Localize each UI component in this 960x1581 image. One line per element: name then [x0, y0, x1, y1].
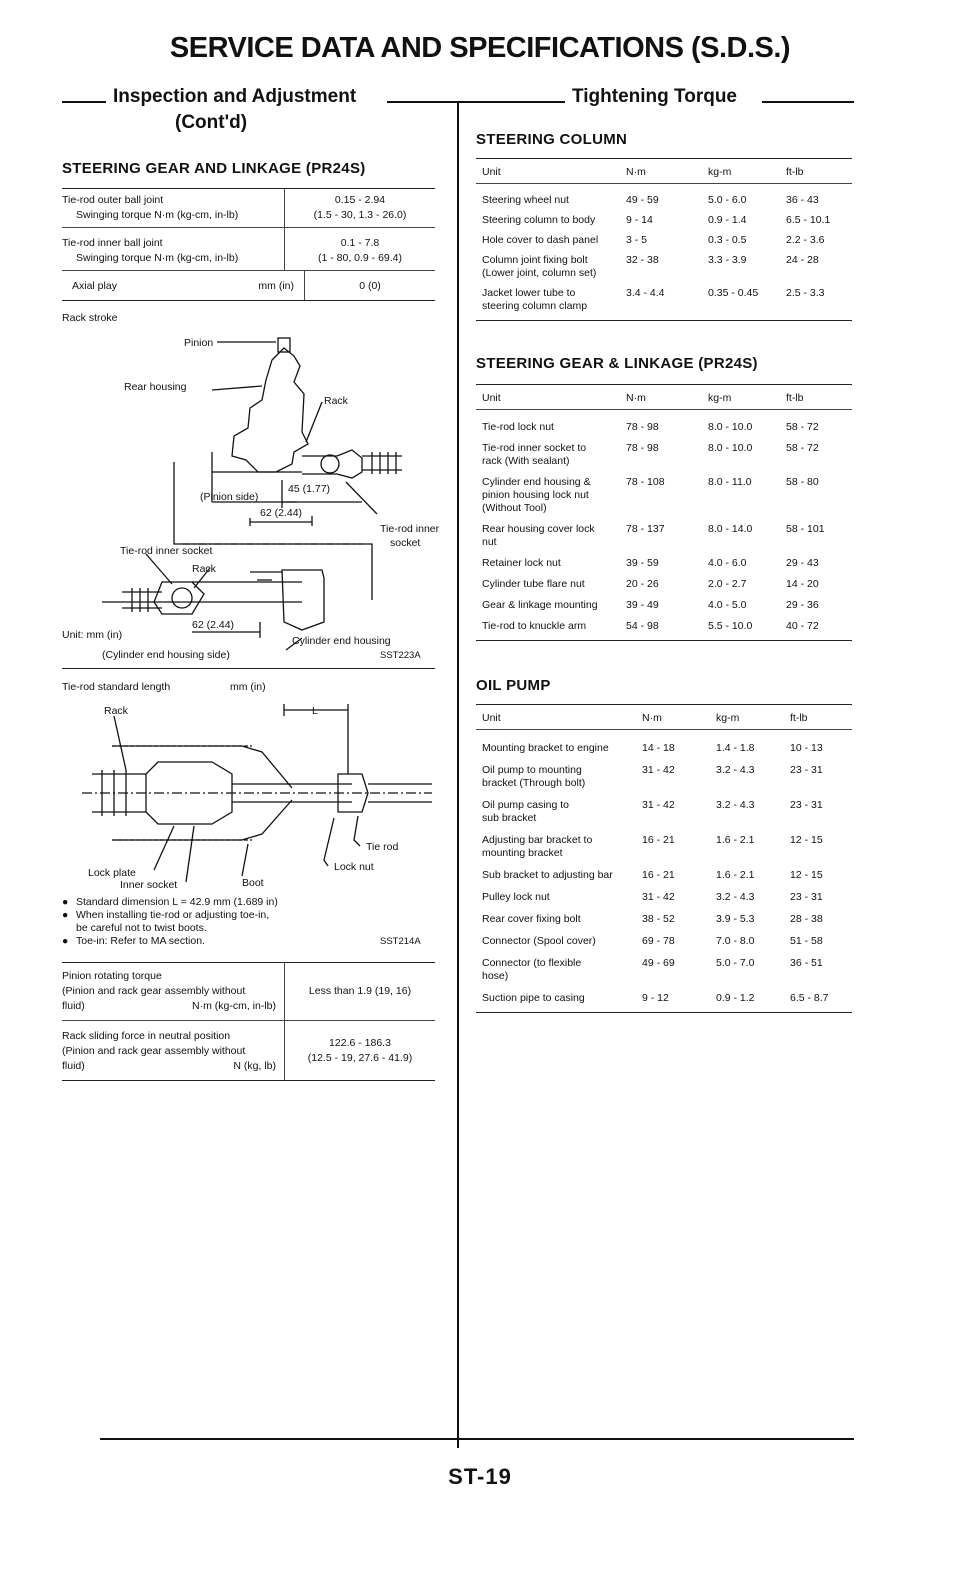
row-ftlb: 23 - 31: [790, 891, 823, 903]
right-heading-rule: [762, 101, 854, 103]
row-nm: 39 - 49: [626, 599, 659, 611]
table-row: [476, 594, 852, 615]
row-item-cell: [482, 578, 626, 591]
label-tie-rod-inner-socket: Tie-rod inner socket: [120, 545, 213, 557]
row-kgm: 5.0 - 7.0: [716, 957, 755, 969]
row-nm: 16 - 21: [642, 869, 675, 881]
row-ftlb: 23 - 31: [790, 764, 823, 776]
lower-socket: [154, 582, 204, 614]
row-item: Column joint fixing bolt: [482, 254, 588, 266]
row-item: Rear cover fixing bolt: [482, 913, 581, 925]
table-row: [476, 863, 852, 885]
table-body: [476, 730, 852, 1008]
boot-leader: [242, 844, 248, 876]
note-text: be careful not to twist boots.: [76, 922, 207, 934]
spec-value: 0.15 - 2.94: [334, 194, 386, 206]
row-ftlb: 23 - 31: [790, 799, 823, 811]
label-lock-nut: Lock nut: [334, 861, 374, 873]
spec-label: Axial play: [72, 280, 117, 292]
row-item-cont: rack (With sealant): [482, 455, 570, 467]
row-nm: 16 - 21: [642, 834, 675, 846]
spec-row-outer-ball-joint: [62, 189, 435, 228]
label-tie-rod-inner-2: socket: [390, 537, 421, 549]
header-kgm: kg-m: [708, 166, 732, 178]
table-row: [476, 907, 852, 929]
row-item: Cylinder end housing &: [482, 476, 591, 488]
row-nm: 14 - 18: [642, 742, 675, 754]
label-boot: Boot: [242, 877, 264, 889]
spec-unit: N (kg, lb): [233, 1060, 276, 1072]
table-row: [476, 986, 852, 1008]
label-lock-plate: Lock plate: [88, 867, 136, 879]
figure-code: SST223A: [380, 650, 421, 661]
row-item-cell: [482, 957, 642, 983]
row-ftlb: 12 - 15: [790, 834, 823, 846]
row-kgm: 4.0 - 6.0: [708, 557, 747, 569]
lower-thread: [122, 588, 162, 612]
oil-pump-table: [476, 704, 852, 1013]
spec-table-pinion-rack: [62, 962, 435, 1081]
row-nm: 54 - 98: [626, 620, 659, 632]
spec-value: 122.6 - 186.3: [329, 1036, 391, 1049]
row-item-cont: sub bracket: [482, 812, 537, 824]
header-unit: Unit: [482, 712, 501, 724]
table-row: [476, 615, 852, 636]
footer-rule: [100, 1438, 854, 1440]
row-kgm: 3.2 - 4.3: [716, 891, 755, 903]
table-header: [476, 704, 852, 730]
header-ftlb: ft-lb: [786, 166, 804, 178]
row-ftlb: 40 - 72: [786, 620, 819, 632]
table-row: [476, 828, 852, 863]
row-kgm: 2.0 - 2.7: [708, 578, 747, 590]
spec-value: 0 (0): [359, 280, 381, 292]
label-cyl-end-housing: Cylinder end housing: [292, 635, 391, 647]
row-item-cell: [482, 834, 642, 860]
table-row: [476, 230, 852, 250]
row-item-cell: [482, 799, 642, 825]
row-item-cell: [482, 421, 626, 434]
table-row: [476, 518, 852, 552]
spec-table-ball-joint: [62, 188, 435, 301]
row-nm: 78 - 137: [626, 523, 665, 535]
header-ftlb: ft-lb: [790, 712, 808, 724]
row-ftlb: 58 - 80: [786, 476, 819, 488]
row-kgm: 7.0 - 8.0: [716, 935, 755, 947]
table-row: [476, 758, 852, 793]
rack-end-fitting: [302, 450, 362, 478]
row-item-cell: [482, 234, 626, 247]
row-ftlb: 29 - 36: [786, 599, 819, 611]
row-ftlb: 2.2 - 3.6: [786, 234, 825, 246]
figure2-code: SST214A: [380, 936, 421, 947]
row-item-cell: [482, 194, 626, 207]
row-item-cont: mounting bracket: [482, 847, 563, 859]
row-kgm: 8.0 - 10.0: [708, 421, 753, 433]
boot-bottom: [112, 800, 292, 840]
row-nm: 38 - 52: [642, 913, 675, 925]
row-nm: 69 - 78: [642, 935, 675, 947]
row-item-cont: pinion housing lock nut: [482, 489, 589, 501]
row-item-cell: [482, 442, 626, 468]
row-ftlb: 2.5 - 3.3: [786, 287, 825, 299]
page-number: ST-19: [448, 1464, 512, 1489]
spec-unit: N·m (kg-cm, in-lb): [192, 1000, 276, 1012]
row-ftlb: 28 - 38: [790, 913, 823, 925]
row-kgm: 3.3 - 3.9: [708, 254, 747, 266]
header-kgm: kg-m: [716, 712, 740, 724]
left-section-heading-cont: (Cont'd): [175, 112, 248, 133]
tie-rod-length-unit: mm (in): [230, 681, 266, 693]
table-end-rule: [476, 320, 852, 321]
row-nm: 78 - 98: [626, 421, 659, 433]
note-text: Toe-in: Refer to MA section.: [76, 935, 205, 947]
table-body: [476, 184, 852, 316]
table-row: [476, 552, 852, 573]
spec-label: Tie-rod inner ball joint: [62, 237, 163, 249]
tie-rod-standard-length-heading: [62, 681, 362, 693]
ball-joint-left: [321, 455, 339, 473]
steering-gear-table: [476, 384, 852, 641]
row-nm: 3.4 - 4.4: [626, 287, 665, 299]
table-row: [476, 885, 852, 907]
spec-value: 0.1 - 7.8: [340, 237, 380, 249]
steering-column-title: STEERING COLUMN: [476, 131, 628, 148]
row-kgm: 8.0 - 10.0: [708, 442, 753, 454]
row-kgm: 0.3 - 0.5: [708, 234, 747, 246]
note-text: Standard dimension L = 42.9 mm (1.689 in): [76, 896, 278, 908]
row-item: Jacket lower tube to: [482, 287, 576, 299]
row-item-cell: [482, 476, 626, 515]
row-kgm: 0.35 - 0.45: [708, 287, 759, 299]
row-ftlb: 36 - 43: [786, 194, 819, 206]
row-kgm: 5.5 - 10.0: [708, 620, 753, 632]
row-nm: 49 - 69: [642, 957, 675, 969]
row-item-cont: hose): [482, 970, 509, 982]
spec-label: Rack sliding force in neutral position: [62, 1030, 231, 1042]
rack-leader-2: [114, 716, 126, 770]
spec-value-2: (12.5 - 19, 27.6 - 41.9): [307, 1051, 413, 1064]
row-item: Connector (Spool cover): [482, 935, 596, 947]
row-ftlb: 36 - 51: [790, 957, 823, 969]
row-item-cont: steering column clamp: [482, 300, 588, 312]
row-nm: 78 - 98: [626, 442, 659, 454]
row-kgm: 8.0 - 11.0: [708, 476, 752, 488]
table-end-rule: [476, 640, 852, 641]
row-item-cell: [482, 214, 626, 227]
table-row: [476, 573, 852, 594]
row-item: Sub bracket to adjusting bar: [482, 869, 613, 881]
row-item-cell: [482, 599, 626, 612]
row-kgm: 1.6 - 2.1: [716, 834, 755, 846]
spec-unit: mm (in): [258, 280, 294, 292]
rack-end-thread: [362, 452, 402, 474]
row-kgm: 3.9 - 5.3: [716, 913, 755, 925]
lower-right-ext: [250, 572, 282, 580]
row-item: Rear housing cover lock: [482, 523, 595, 535]
boot-top: [112, 746, 292, 788]
row-kgm: 5.0 - 6.0: [708, 194, 747, 206]
tie-rod-notes: [62, 896, 442, 948]
row-ftlb: 24 - 28: [786, 254, 819, 266]
row-item-cont: (Without Tool): [482, 502, 547, 514]
row-item: Pulley lock nut: [482, 891, 550, 903]
row-item-cell: [482, 913, 642, 926]
row-item: Tie-rod to knuckle arm: [482, 620, 587, 632]
tie-rod-inner-leader: [346, 482, 377, 514]
row-item-cell: [482, 254, 626, 280]
row-item: Cylinder tube flare nut: [482, 578, 585, 590]
header-unit: Unit: [482, 392, 501, 404]
table-row: [476, 437, 852, 471]
table-row: [476, 951, 852, 986]
row-ftlb: 14 - 20: [786, 578, 819, 590]
label-unit: Unit: mm (in): [62, 629, 123, 641]
note-item: ● When installing tie-rod or adjusting toe-in,: [62, 909, 270, 921]
table-header: [476, 384, 852, 410]
row-ftlb: 58 - 101: [786, 523, 825, 535]
table-row: [476, 283, 852, 316]
row-item: Oil pump casing to: [482, 799, 569, 811]
steering-gear-title: STEERING GEAR & LINKAGE (PR24S): [476, 355, 758, 372]
label-tie-rod: Tie rod: [366, 841, 399, 853]
row-item: Hole cover to dash panel: [482, 234, 599, 246]
socket-leader: [146, 554, 172, 584]
row-nm: 32 - 38: [626, 254, 659, 266]
left-bracket-box: [174, 462, 372, 600]
row-ftlb: 10 - 13: [790, 742, 823, 754]
row-item: Steering column to body: [482, 214, 596, 226]
row-item-cont: bracket (Through bolt): [482, 777, 586, 789]
row-item-cont: (Lower joint, column set): [482, 267, 597, 279]
row-item: Mounting bracket to engine: [482, 742, 609, 754]
label-dim-62a: 62 (2.44): [260, 507, 303, 519]
spec-row-inner-ball-joint: [62, 228, 435, 271]
label-tie-rod-inner-1: Tie-rod inner: [380, 523, 440, 535]
row-item-cell: [482, 742, 642, 755]
table-row: [476, 929, 852, 951]
row-item-cell: [482, 764, 642, 790]
row-kgm: 3.2 - 4.3: [716, 764, 755, 776]
row-item-cell: [482, 620, 626, 633]
label-rack-fig2: Rack: [104, 705, 128, 717]
label-dim-62b: 62 (2.44): [192, 619, 235, 631]
spec-label-2: (Pinion and rack gear assembly without: [62, 1045, 246, 1057]
row-kgm: 1.4 - 1.8: [716, 742, 755, 754]
spec-row-pinion-torque: [62, 963, 435, 1021]
header-nm: N·m: [626, 166, 646, 178]
header-ftlb: ft-lb: [786, 392, 804, 404]
note-item: ● Standard dimension L = 42.9 mm (1.689 in): [62, 896, 278, 908]
row-nm: 78 - 108: [626, 476, 665, 488]
rear-housing-leader: [212, 386, 262, 390]
pinion-shaft: [278, 338, 290, 352]
row-item-cell: [482, 557, 626, 570]
rack-stroke-label: Rack stroke: [62, 312, 118, 324]
row-kgm: 4.0 - 5.0: [708, 599, 747, 611]
row-nm: 31 - 42: [642, 764, 675, 776]
table-row: [476, 190, 852, 210]
table-header: [476, 158, 852, 184]
label-rack: Rack: [324, 395, 348, 407]
spec-label-2: (Pinion and rack gear assembly without: [62, 985, 246, 997]
row-item: Retainer lock nut: [482, 557, 561, 569]
table-end-rule: [476, 1012, 852, 1013]
spec-label: Pinion rotating torque: [62, 970, 162, 982]
table-body: [476, 410, 852, 636]
label-inner-socket: Inner socket: [120, 879, 178, 890]
table-row: [476, 250, 852, 283]
lock-nut-leader: [324, 818, 334, 866]
header-nm: N·m: [642, 712, 662, 724]
row-ftlb: 12 - 15: [790, 869, 823, 881]
tie-rod-leader: [354, 816, 360, 846]
spec-label: Tie-rod outer ball joint: [62, 194, 164, 206]
row-nm: 31 - 42: [642, 891, 675, 903]
label-dim-45: 45 (1.77): [288, 483, 331, 495]
row-item-cont: nut: [482, 536, 497, 548]
row-nm: 9 - 14: [626, 214, 653, 226]
label-rack-2: Rack: [192, 563, 216, 575]
row-item: Adjusting bar bracket to: [482, 834, 593, 846]
row-ftlb: 58 - 72: [786, 421, 819, 433]
table-row: [476, 471, 852, 518]
spec-value-2: (1 - 80, 0.9 - 69.4): [317, 252, 403, 264]
spec-row-rack-sliding-force: [62, 1021, 435, 1080]
row-item-cell: [482, 869, 642, 882]
row-nm: 9 - 12: [642, 992, 669, 1004]
ball-joint-lower: [172, 588, 192, 608]
row-item: Steering wheel nut: [482, 194, 569, 206]
row-ftlb: 29 - 43: [786, 557, 819, 569]
label-cyl-end-side: (Cylinder end housing side): [102, 649, 230, 661]
page-title: SERVICE DATA AND SPECIFICATIONS (S.D.S.): [169, 32, 791, 64]
rack-leader: [306, 402, 322, 442]
row-item: Gear & linkage mounting: [482, 599, 598, 611]
row-item: Oil pump to mounting: [482, 764, 582, 776]
row-kgm: 3.2 - 4.3: [716, 799, 755, 811]
row-item-cell: [482, 935, 642, 948]
note-text: When installing tie-rod or adjusting toe-in,: [76, 909, 270, 921]
spec-value: Less than 1.9 (19, 16): [308, 985, 412, 997]
tie-rod-length-label: Tie-rod standard length: [62, 681, 171, 693]
label-rear-housing: Rear housing: [124, 381, 187, 393]
inner-socket-leader: [186, 826, 194, 882]
row-ftlb: 58 - 72: [786, 442, 819, 454]
row-item: Connector (to flexible: [482, 957, 582, 969]
row-ftlb: 6.5 - 10.1: [786, 214, 831, 226]
row-item-cell: [482, 287, 626, 313]
row-item: Tie-rod inner socket to: [482, 442, 587, 454]
rack-stroke-diagram: [62, 332, 442, 662]
row-kgm: 8.0 - 14.0: [708, 523, 753, 535]
spec-label-3: fluid): [62, 1000, 85, 1012]
steering-gear-linkage-subtitle: STEERING GEAR AND LINKAGE (PR24S): [62, 160, 366, 177]
right-section-heading: Tightening Torque: [572, 86, 737, 107]
column-divider: [457, 102, 459, 1448]
label-pinion: Pinion: [184, 337, 214, 349]
row-kgm: 0.9 - 1.4: [708, 214, 747, 226]
oil-pump-title: OIL PUMP: [476, 677, 551, 694]
table-row: [476, 210, 852, 230]
header-unit: Unit: [482, 166, 501, 178]
row-nm: 31 - 42: [642, 799, 675, 811]
note-item: ● Toe-in: Refer to MA section. SST214A: [62, 935, 421, 947]
left-heading-rule-left: [62, 101, 106, 103]
row-item: Suction pipe to casing: [482, 992, 585, 1004]
table-row: [476, 416, 852, 437]
note-item-cont: [62, 922, 442, 935]
header-kgm: kg-m: [708, 392, 732, 404]
spec-value-2: (1.5 - 30, 1.3 - 26.0): [313, 209, 407, 221]
row-kgm: 0.9 - 1.2: [716, 992, 755, 1004]
pinion-housing-shape: [232, 348, 308, 472]
label-pinion-side: (Pinion side): [200, 491, 259, 503]
label-L: L: [312, 705, 318, 717]
figure1-bottom-rule: [62, 668, 435, 669]
spec-sublabel: Swinging torque N·m (kg-cm, in-lb): [76, 209, 239, 221]
left-section-heading: Inspection and Adjustment: [113, 86, 357, 107]
table-row: [476, 736, 852, 758]
row-item-cell: [482, 523, 626, 549]
spec-label-3: fluid): [62, 1060, 85, 1072]
row-item-cell: [482, 992, 642, 1005]
row-nm: 3 - 5: [626, 234, 648, 246]
spec-row-axial-play: [62, 271, 435, 300]
left-heading-rule-right: [387, 101, 565, 103]
row-kgm: 1.6 - 2.1: [716, 869, 755, 881]
row-nm: 49 - 59: [626, 194, 659, 206]
row-ftlb: 6.5 - 8.7: [790, 992, 829, 1004]
row-item-cell: [482, 891, 642, 904]
row-nm: 20 - 26: [626, 578, 659, 590]
tie-rod-length-diagram: [62, 700, 442, 890]
table-row: [476, 793, 852, 828]
header-nm: N·m: [626, 392, 646, 404]
cyl-end-housing-shape: [282, 570, 324, 630]
row-nm: 39 - 59: [626, 557, 659, 569]
steering-column-table: [476, 158, 852, 321]
spec-sublabel: Swinging torque N·m (kg-cm, in-lb): [76, 252, 239, 264]
row-item: Tie-rod lock nut: [482, 421, 554, 433]
lock-plate-leader: [154, 826, 174, 870]
row-ftlb: 51 - 58: [790, 935, 823, 947]
